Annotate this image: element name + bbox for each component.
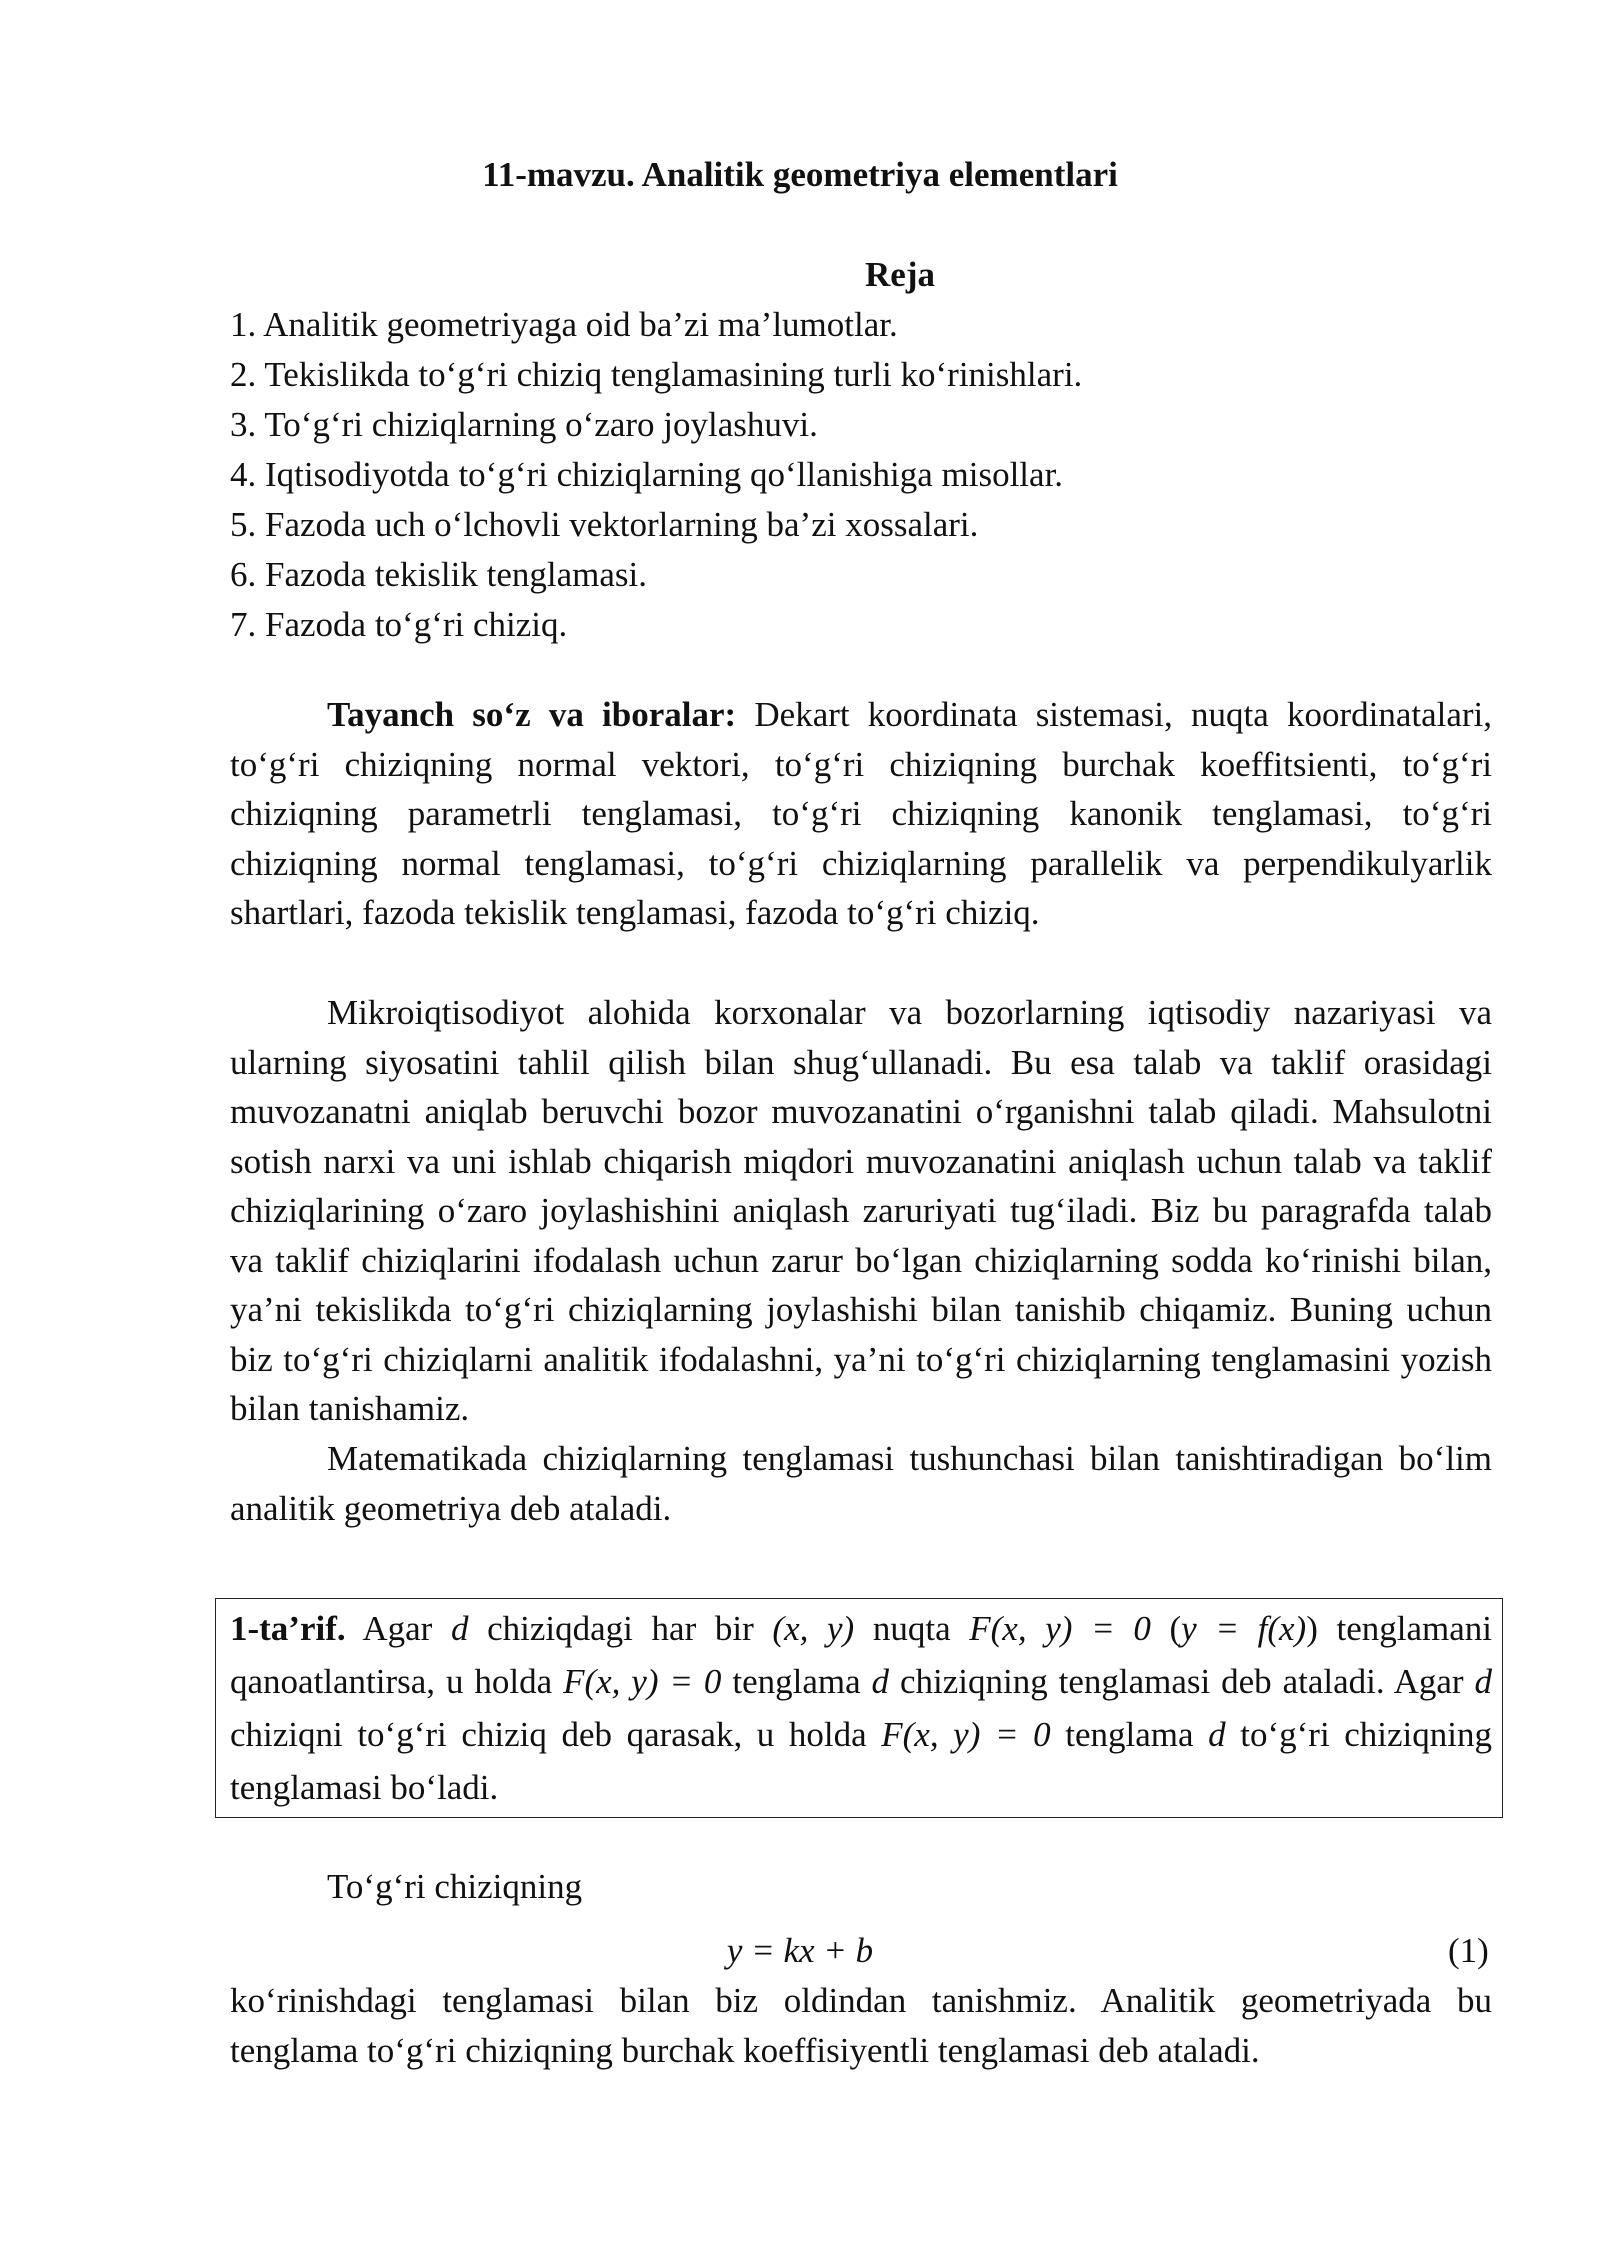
keywords-text: Dekart koordinata sistemasi, nuqta koordinatalari, to‘g‘ri chiziqning normal vektori, to‘g‘ri chiziqning burchak koeffitsienti, to‘g‘ri chiziqning parametrli tenglamasi, to‘g‘ri chiziqning kanonik tenglamasi, to‘g‘ri chiziqning normal tenglamasi, to‘g‘ri chiziqlarning parallelik va perpendikulyarlik shartlari, fazoda tekislik tenglamasi, fazoda to‘g‘ri chiziq.	[230, 695, 1493, 932]
math-symbol: d	[871, 1662, 890, 1701]
math-expression: F(x, y) = 0	[969, 1609, 1151, 1648]
definition-label: 1-ta’rif.	[230, 1609, 346, 1648]
math-expression: y = f(x)	[1181, 1609, 1307, 1648]
definition-fragment: (	[1150, 1609, 1182, 1648]
definition-fragment: tenglama	[721, 1662, 872, 1701]
plan-item: 2. Tekislikda to‘g‘ri chiziq tenglamasining turli ko‘rinishlari.	[230, 355, 1083, 394]
plan-item: 4. Iqtisodiyotda to‘g‘ri chiziqlarning qo‘llanishiga misollar.	[230, 455, 1064, 494]
plan-item: 1. Analitik geometriyaga oid ba’zi ma’lumotlar.	[230, 305, 898, 344]
math-symbol: d	[1474, 1662, 1492, 1701]
plan-list	[230, 300, 1082, 650]
math-expression: (x, y)	[772, 1609, 855, 1648]
definition-fragment: Agar	[345, 1609, 451, 1648]
definition-fragment: ) tenglamani qanoatlantirsa, u holda	[230, 1609, 1492, 1701]
plan-item: 6. Fazoda tekislik tenglamasi.	[230, 555, 647, 594]
definition-fragment: nuqta	[854, 1609, 970, 1648]
math-expression: F(x, y) = 0	[563, 1662, 722, 1701]
body-paragraph: Matematikada chiziqlarning tenglamasi tushunchasi bilan tanishtiradigan bo‘lim analitik geometriya deb ataladi.	[230, 1439, 1492, 1528]
keywords-label: Tayanch so‘z va iboralar:	[327, 695, 737, 734]
definition-fragment: chiziqdagi har bir	[468, 1609, 773, 1648]
plan-item: 5. Fazoda uch o‘lchovli vektorlarning ba’zi xossalari.	[230, 505, 979, 544]
formula-number: (1)	[1448, 1931, 1489, 1970]
plan-item: 7. Fazoda to‘g‘ri chiziq.	[230, 605, 568, 644]
math-symbol: d	[1208, 1715, 1226, 1754]
definition-fragment: to‘g‘ri chiziqning tenglamasi bo‘ladi.	[230, 1715, 1492, 1807]
math-expression: F(x, y) = 0	[881, 1715, 1051, 1754]
math-symbol: d	[450, 1609, 469, 1648]
definition-fragment: chiziqni to‘g‘ri chiziq deb qarasak, u holda	[230, 1715, 882, 1754]
intro-line: To‘g‘ri chiziqning	[327, 1867, 583, 1906]
definition-text	[230, 1602, 1492, 1814]
definition-fragment: tenglama	[1050, 1715, 1209, 1754]
body-paragraph: ko‘rinishdagi tenglamasi bilan biz oldindan tanishmiz. Analitik geometriyada bu tenglama to‘g‘ri chiziqning burchak koeffisiyentli tenglamasi deb ataladi.	[230, 1981, 1492, 2070]
formula: y = kx + b	[726, 1931, 874, 1970]
plan-item: 3. To‘g‘ri chiziqlarning o‘zaro joylashuvi.	[230, 405, 818, 444]
definition-fragment: chiziqning tenglamasi deb ataladi. Agar	[889, 1662, 1475, 1701]
keywords-paragraph	[230, 690, 1492, 938]
page-title: 11-mavzu. Analitik geometriya elementlari	[482, 155, 1118, 194]
plan-heading: Reja	[865, 255, 935, 294]
body-paragraph: Mikroiqtisodiyot alohida korxonalar va bozorlarning iqtisodiy nazariyasi va ularning siyosatini tahlil qilish bilan shug‘ullanadi. Bu esa talab va taklif orasidagi muvozanatni aniqlab beruvchi bozor muvozanatini o‘rganishni talab qiladi. Mahsulotni sotish narxi va uni ishlab chiqarish miqdori muvozanatini aniqlash uchun talab va taklif chiziqlarining o‘zaro joylashishini aniqlash zaruriyati tug‘iladi. Biz bu paragrafda talab va taklif chiziqlarini ifodalash uchun zarur bo‘lgan chiziqlarning sodda ko‘rinishi bilan, ya’ni tekislikda to‘g‘ri chiziqlarning joylashishi bilan tanishib chiqamiz. Buning uchun biz to‘g‘ri chiziqlarni analitik ifodalashni, ya’ni to‘g‘ri chiziqlarning tenglamasini yozish bilan tanishamiz.	[230, 993, 1492, 1428]
